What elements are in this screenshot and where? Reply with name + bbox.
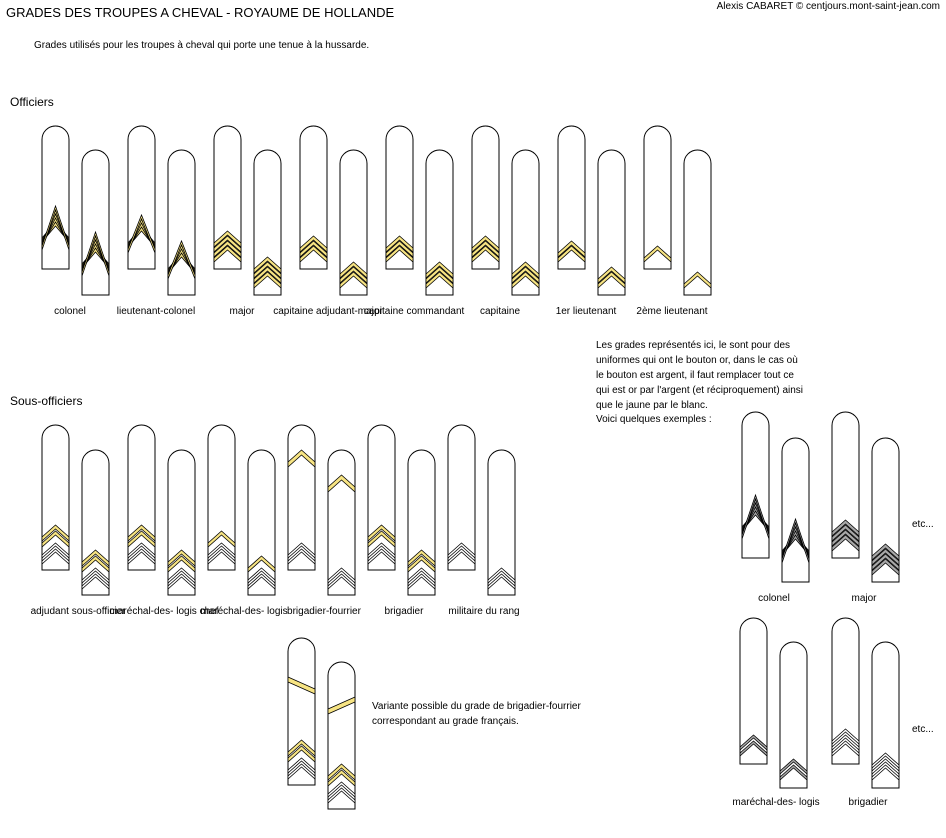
sous-officiers-heading: Sous-officiers [10,394,83,408]
page-title: GRADES DES TROUPES A CHEVAL - ROYAUME DE HOLLANDE [6,5,395,20]
epaulette-front [213,125,242,270]
rank-label-officier: major [229,306,255,317]
strap-outline [368,425,395,570]
rank-label-officier: capitaine [479,306,521,317]
epaulette-front [739,617,768,765]
officiers-heading: Officiers [10,95,54,109]
epaulette-front [41,424,70,571]
epaulette-front [127,424,156,571]
epaulette-back [871,437,900,583]
epaulette-back [81,449,110,596]
rank-label-officier: 2ème lieutenant [636,306,708,317]
epaulette-front [471,125,500,270]
strap-outline [168,450,195,595]
epaulette-front [127,125,156,270]
epaulette-front [557,125,586,270]
epaulette-back [327,449,356,596]
strap-outline [742,412,769,558]
rank-label-sous-officier: brigadier [384,606,424,617]
epaulette-back [511,149,540,296]
example-rank-label: brigadier [848,797,888,808]
epaulette-front [643,125,672,270]
strap-outline [82,150,109,295]
rank-label-sous-officier: maréchal-des- logis chef [109,606,219,617]
variante-text: Variante possible du grade de brigadier-fourrier correspondant au grade français. [372,701,581,727]
strap-outline [408,450,435,595]
rank-label-sous-officier: brigadier-fourrier [287,606,361,617]
strap-outline [328,662,355,809]
rank-label-sous-officier: militaire du rang [448,606,520,617]
strap-outline [488,450,515,595]
epaulette-back [781,437,810,583]
epaulette-back [597,149,626,296]
epaulette-front [287,637,316,786]
epaulette-front [447,424,476,571]
strap-outline [448,425,475,570]
strap-outline [208,425,235,570]
epaulette-back [487,449,516,596]
etc-label-officiers: etc... [912,519,934,530]
example-rank-label: maréchal-des- logis [732,797,820,808]
epaulette-back [247,449,276,596]
strap-outline [248,450,275,595]
strap-outline [42,425,69,570]
epaulette-back [871,641,900,789]
strap-outline [782,438,809,582]
epaulette-front [41,125,70,270]
example-rank-label: colonel [758,593,790,604]
strap-outline [288,425,315,570]
rank-label-sous-officier: maréchal-des- logis [200,606,288,617]
epaulette-front [385,125,414,270]
epaulette-back [167,149,196,296]
rank-label-officier: capitaine adjudant-major [273,306,383,317]
epaulette-front [299,125,328,270]
strap-outline [328,450,355,595]
strap-outline [82,450,109,595]
epaulette-back [683,149,712,296]
rank-label-sous-officier: adjudant sous-officier [30,606,126,617]
epaulette-front [207,424,236,571]
epaulette-back [253,149,282,296]
notes-paragraph: Les grades représentés ici, le sont pour des uniformes qui ont le bouton or, dans le cas où le bouton est argent, il faut remplacer tout ce qui est or par l'argent (et réciproquement) ainsi que le jaune par le blanc. [596,340,804,411]
epaulette-back [167,449,196,596]
epaulette-front [831,617,860,765]
epaulette-back [81,149,110,296]
rank-label-officier: colonel [54,306,86,317]
epaulette-back [779,641,808,789]
rank-label-officier: lieutenant-colonel [116,306,196,317]
strap-outline [168,150,195,295]
author-credit: Alexis CABARET © centjours.mont-saint-jean.com [716,1,940,12]
strap-outline [128,425,155,570]
page-subtitle: Grades utilisés pour les troupes à cheval qui porte une tenue à la hussarde. [34,40,370,51]
epaulette-back [339,149,368,296]
strap-outline [128,126,155,269]
rank-label-officier: 1er lieutenant [555,306,617,317]
epaulette-front [287,424,316,571]
epaulette-front [741,411,770,559]
epaulette-back [407,449,436,596]
epaulette-back [327,661,356,810]
examples-label: Voici quelques exemples : [596,414,712,425]
rank-label-officier: capitaine commandant [363,306,465,317]
epaulette-back [425,149,454,296]
epaulette-front [831,411,860,559]
example-rank-label: major [851,593,877,604]
etc-label-sous-officiers: etc... [912,724,934,735]
strap-outline [42,126,69,269]
strap-outline [288,638,315,785]
epaulette-front [367,424,396,571]
